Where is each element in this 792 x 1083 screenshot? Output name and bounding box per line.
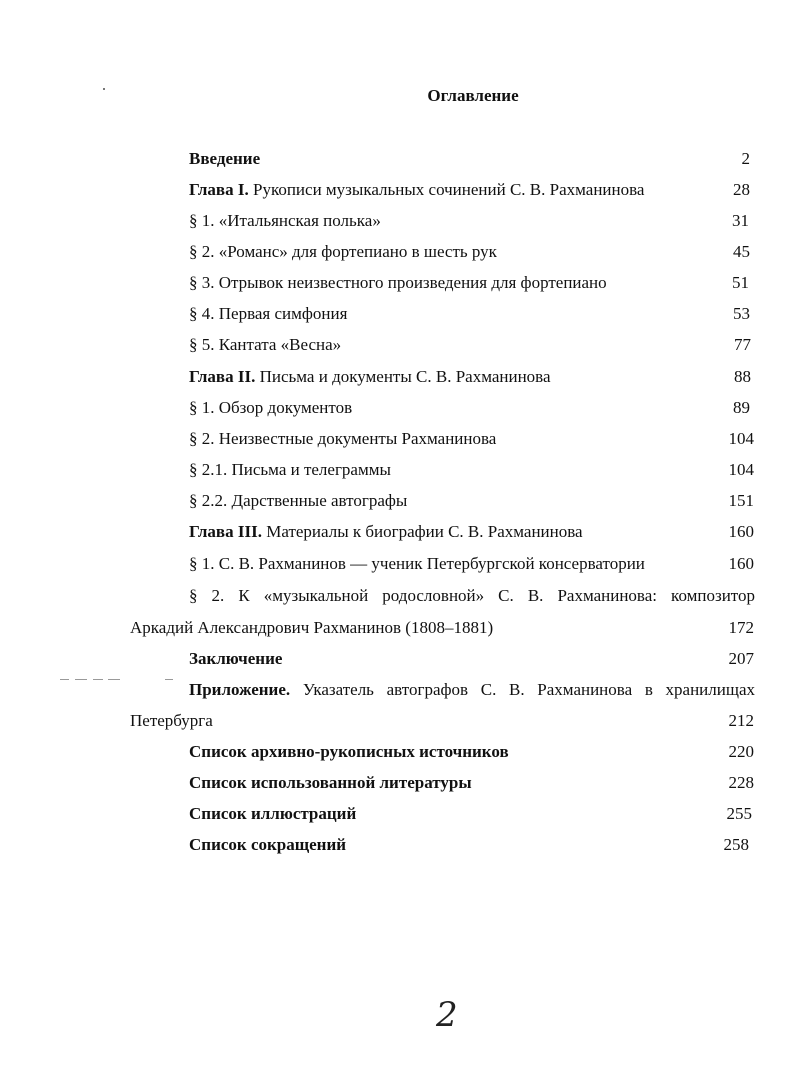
toc-entry-text: § 1. С. В. Рахманинов — ученик Петербургской консерватории [189, 554, 645, 573]
toc-entry-text: § 2.1. Письма и телеграммы [189, 460, 391, 479]
toc-entry-page: 88 [734, 367, 751, 386]
toc-entry-page: 28 [733, 180, 750, 199]
toc-entry-page: 89 [733, 398, 750, 417]
toc-entry [0, 586, 792, 646]
toc-entry-page: 207 [728, 649, 754, 668]
toc-entry-bold: Глава I. [189, 180, 249, 199]
toc-entry-page: 220 [728, 742, 754, 761]
toc-entry-text: Письма и документы С. В. Рахманинова [255, 367, 551, 386]
toc-entry-page: 53 [733, 304, 750, 323]
toc-entry-bold: Список иллюстраций [189, 804, 357, 823]
toc-entry-text: § 5. Кантата «Весна» [189, 335, 342, 354]
toc-entry-page: 258 [723, 835, 749, 854]
toc-entry-text: Рукописи музыкальных сочинений С. В. Рахманинова [248, 180, 645, 199]
handwritten-page-number: 2 [436, 995, 458, 1035]
toc-entry-bold: Глава III. [189, 522, 262, 541]
toc-entry-page: 160 [728, 522, 754, 541]
toc-entry-page: 45 [733, 242, 750, 261]
toc-entry [0, 680, 792, 740]
toc-entry-text: § 4. Первая симфония [189, 304, 348, 323]
toc-entry-bold: Список сокращений [189, 835, 347, 854]
toc-entry-page: 255 [726, 804, 752, 823]
toc-entry-bold: Глава II. [189, 367, 256, 386]
toc-entry-text: § 1. Обзор документов [189, 398, 353, 417]
toc-entry-continuation: Петербурга [130, 711, 213, 730]
toc-entry-bold: Список архивно-рукописных источников [189, 742, 509, 761]
toc-entry-text: § 2. Неизвестные документы Рахманинова [189, 429, 497, 448]
toc-entry-bold: Заключение [189, 649, 283, 668]
toc-entry-page: 172 [728, 618, 754, 637]
toc-entry-page: 31 [732, 211, 749, 230]
toc-entry-text: Материалы к биографии С. В. Рахманинова [261, 522, 583, 541]
toc-entry-text: § 3. Отрывок неизвестного произведения для фортепиано [189, 273, 607, 292]
toc-entry-page: 77 [734, 335, 751, 354]
page-title: Оглавление [427, 86, 519, 105]
toc-entry-text: § 2. «Романс» для фортепиано в шесть рук [189, 242, 497, 261]
toc-entry-page: 160 [728, 554, 754, 573]
toc-entry-page: 151 [728, 491, 754, 510]
toc-entry-text: § 1. «Итальянская полька» [189, 211, 381, 230]
toc-entry-text: § 2.2. Дарственные автографы [189, 491, 408, 510]
toc-entry-page: 51 [732, 273, 749, 292]
toc-entry-bold: Введение [189, 149, 261, 168]
toc-entry-page: 212 [728, 711, 754, 730]
toc-entry-bold: Приложение. [189, 680, 291, 699]
toc-entry-page: 228 [728, 773, 754, 792]
toc-entry-page: 104 [728, 429, 754, 448]
toc-entry-text: Указатель автографов С. В. Рахманинова в хранилищах [290, 680, 755, 699]
toc-entry-page: 104 [728, 460, 754, 479]
toc-entry-bold: Список использованной литературы [189, 773, 472, 792]
toc-entry-text: § 2. К «музыкальной родословной» С. В. Рахманинова: композитор [189, 586, 755, 605]
toc-entry-continuation: Аркадий Александрович Рахманинов (1808–1881) [130, 618, 494, 637]
toc-entry-page: 2 [741, 149, 750, 168]
